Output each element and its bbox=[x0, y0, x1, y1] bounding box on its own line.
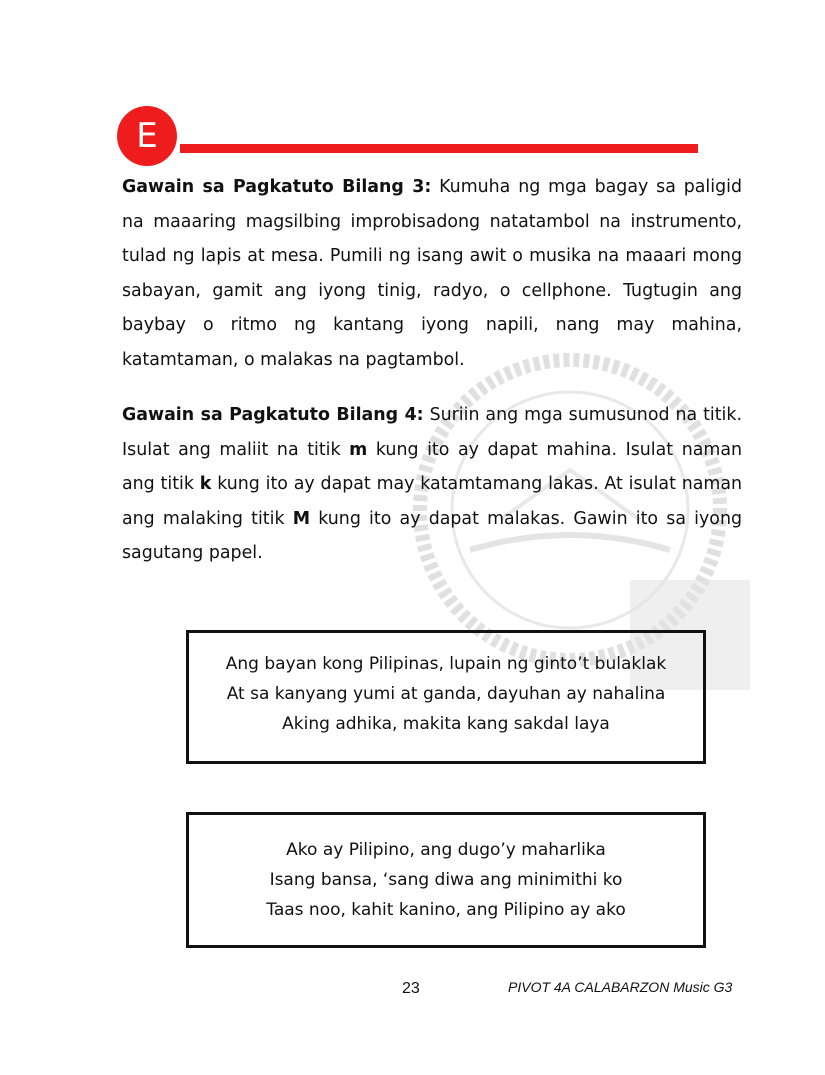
section-divider-bar bbox=[180, 144, 698, 153]
section-letter-badge: E bbox=[117, 106, 177, 166]
lyrics-box-2 bbox=[186, 812, 706, 948]
lyric-line: Taas noo, kahit kanino, ang Pilipino ay ako bbox=[266, 900, 626, 920]
activity-3-heading: Gawain sa Pagkatuto Bilang 3: bbox=[122, 177, 432, 197]
letter-k: k bbox=[199, 474, 212, 495]
activity-3-body: Kumuha ng mga bagay sa paligid na maaaring magsilbing improbisadong natatambol na instrumento, tulad ng lapis at mesa. Pumili ng isang awit o musika na maaari mong sabayan, gamit ang iyong tinig, radyo, o cellphone. Tugtugin ang baybay o ritmo ng kantang iyong napili, nang may mahina, katamtaman, o malakas na pagtambol. bbox=[122, 177, 742, 370]
activity-3-paragraph bbox=[122, 170, 742, 378]
lyric-line: At sa kanyang yumi at ganda, dayuhan ay nahalina bbox=[226, 684, 666, 704]
activity-4-paragraph bbox=[122, 398, 742, 571]
footer-title: PIVOT 4A CALABARZON Music G3 bbox=[508, 979, 733, 995]
lyric-line: Aking adhika, makita kang sakdal laya bbox=[282, 714, 610, 734]
activity-4-heading: Gawain sa Pagkatuto Bilang 4: bbox=[122, 405, 424, 425]
activity-4-text-2: kung ito ay dapat mahina. Isulat naman ang titik bbox=[122, 439, 742, 495]
lyrics-box-1 bbox=[186, 630, 706, 764]
lyric-line: Ang bayan kong Pilipinas, lupain ng ginto’t bulaklak bbox=[225, 654, 667, 674]
page-number: 23 bbox=[402, 980, 420, 997]
lyric-line: Isang bansa, ‘sang diwa ang minimithi ko bbox=[269, 870, 623, 890]
letter-m-big: M bbox=[292, 508, 311, 529]
letter-m-small: m bbox=[349, 439, 368, 460]
activity-4-text-4: kung ito ay dapat malakas. Gawin ito sa iyong sagutang papel. bbox=[122, 508, 743, 564]
activity-4-text-1: Suriin ang mga sumusunod na titik. Isulat ang maliit na titik bbox=[122, 405, 742, 460]
lyric-line: Ako ay Pilipino, ang dugo’y maharlika bbox=[286, 840, 606, 860]
activity-4-text-3: kung ito ay dapat may katamtamang lakas. At isulat naman ang malaking titik bbox=[122, 474, 743, 529]
